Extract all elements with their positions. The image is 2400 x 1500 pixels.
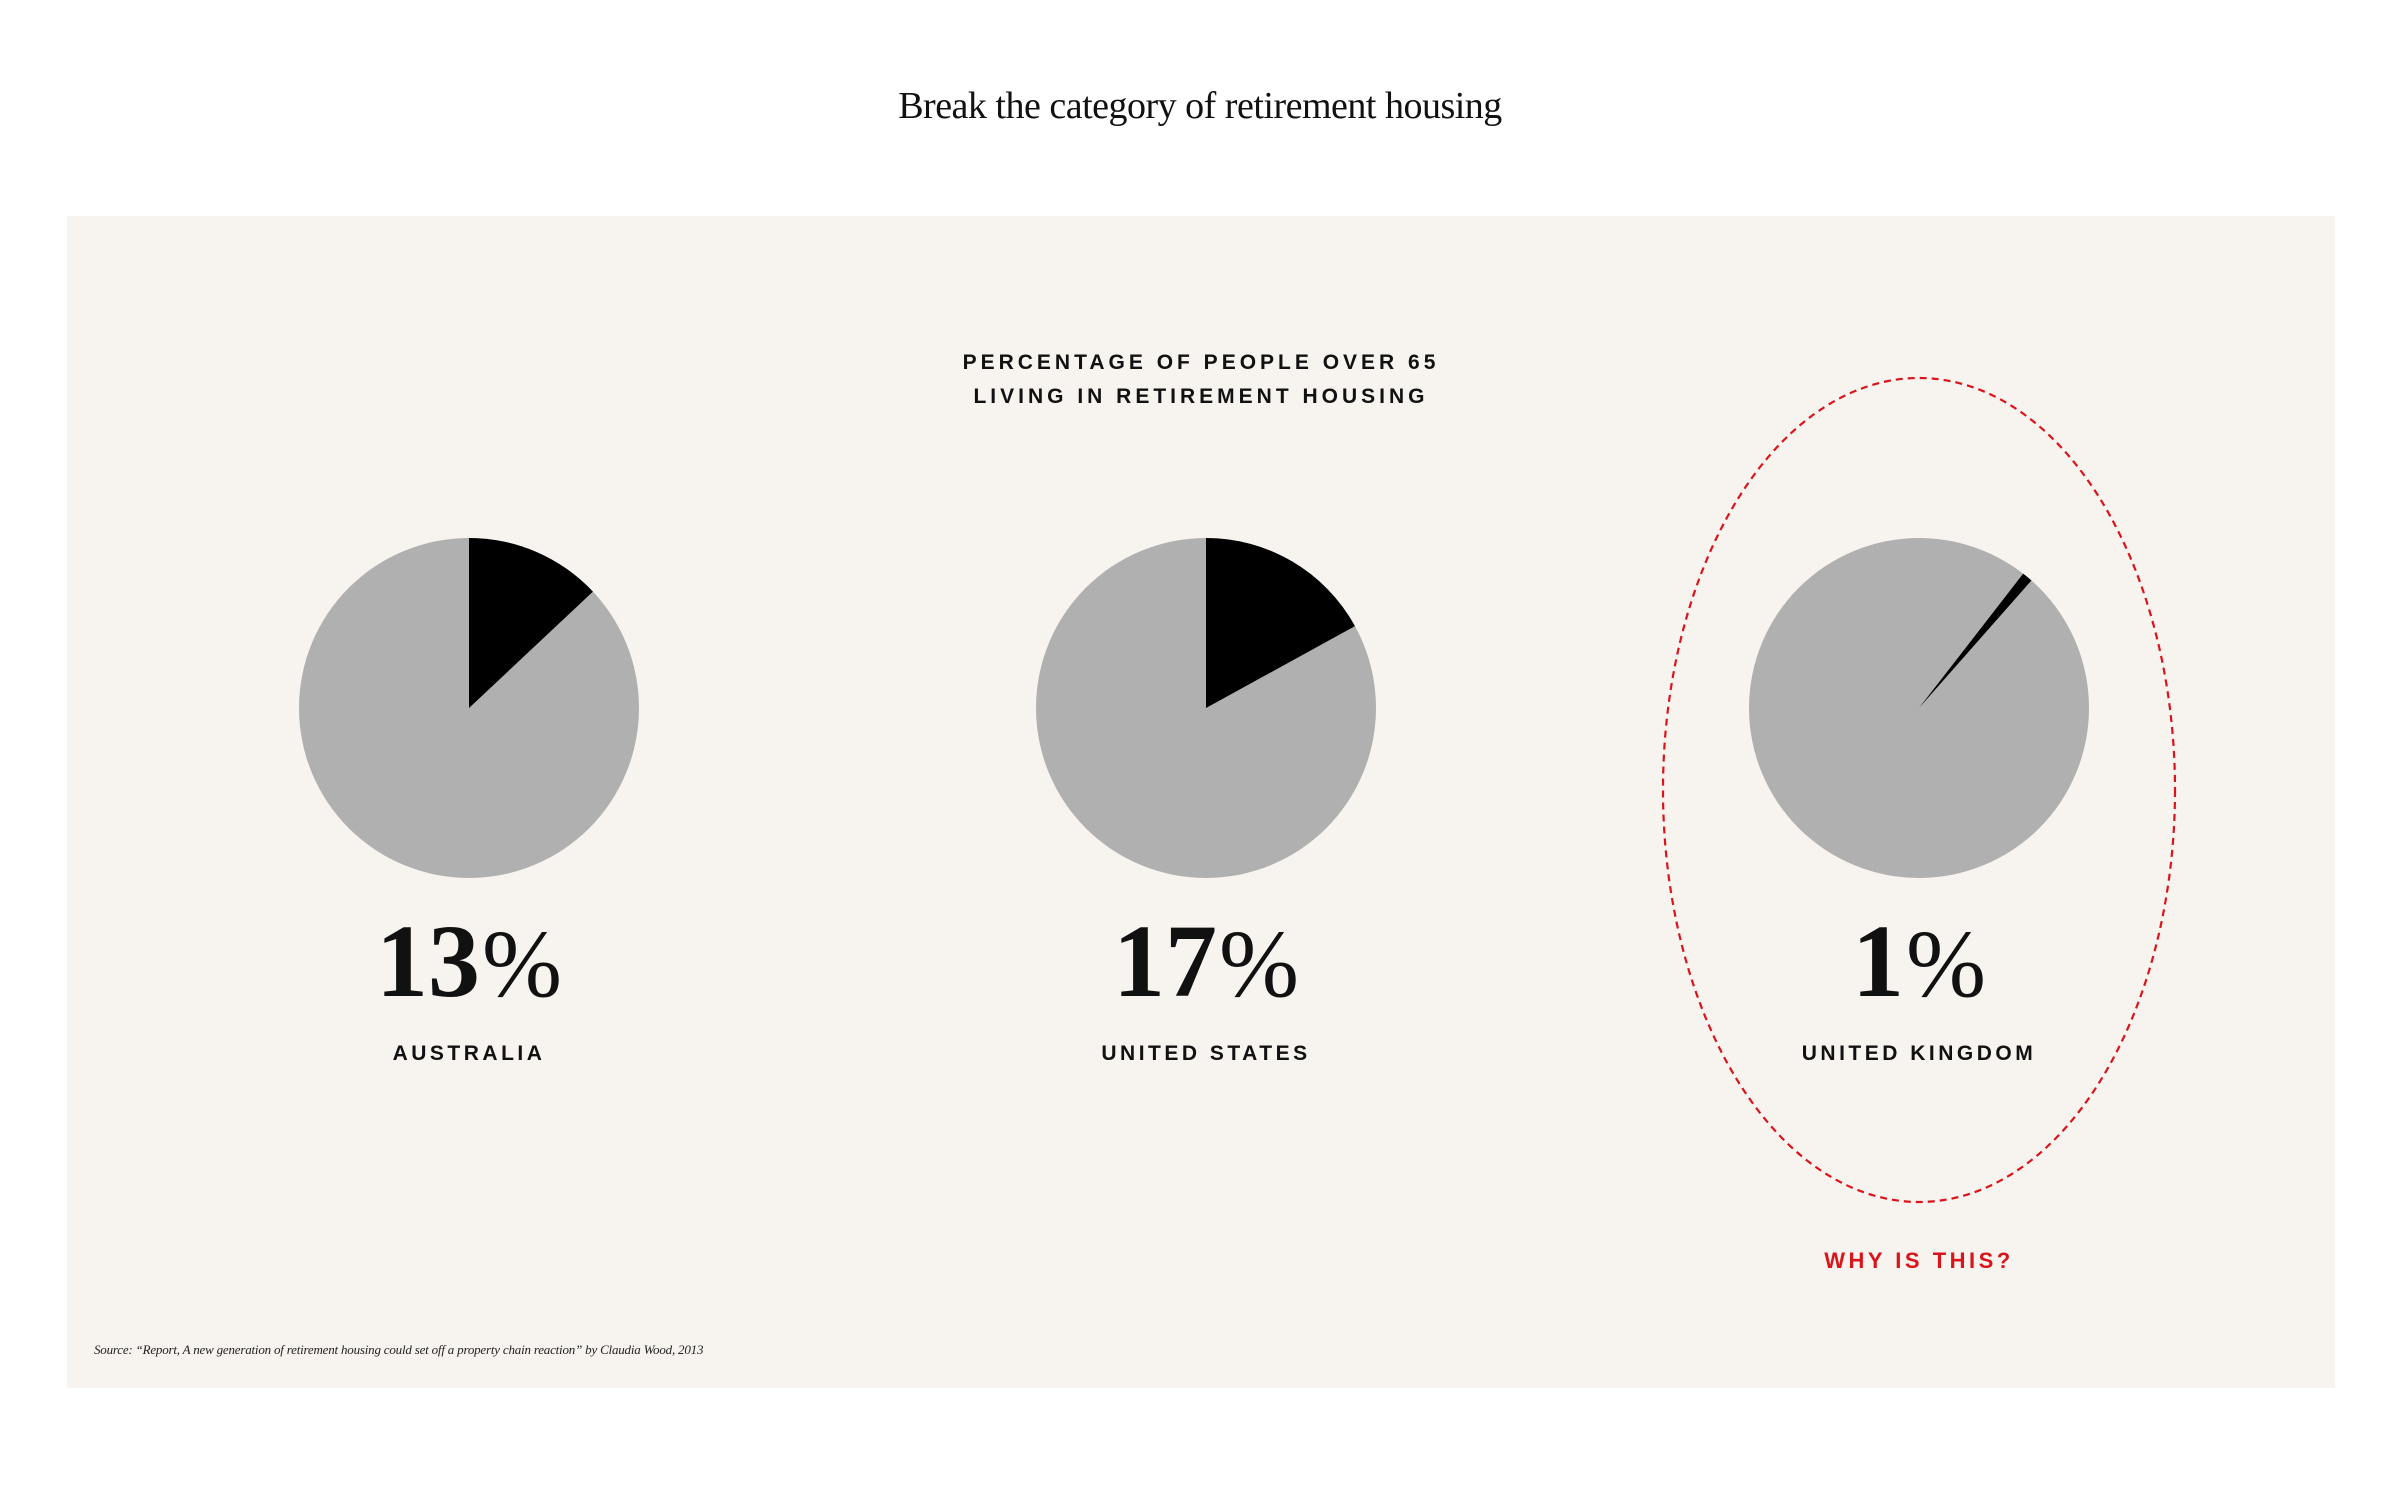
chart-panel bbox=[67, 216, 2335, 1388]
pie-australia-value-label bbox=[376, 904, 562, 1019]
chart-title-line-2: LIVING IN RETIREMENT HOUSING bbox=[973, 385, 1429, 408]
pie-charts bbox=[67, 216, 2335, 1388]
page-title: Break the category of retirement housing bbox=[898, 85, 1502, 127]
pie-united-states-value-number: 17 bbox=[1113, 904, 1218, 1019]
pie-united-states-value-label bbox=[1113, 904, 1299, 1019]
pie-united-kingdom-value-label bbox=[1852, 904, 1986, 1019]
pie-united-states bbox=[1036, 538, 1376, 1065]
pie-australia-value-number: 13 bbox=[376, 904, 481, 1019]
chart-title-line-1: PERCENTAGE OF PEOPLE OVER 65 bbox=[962, 351, 1440, 374]
pie-australia-country-label: AUSTRALIA bbox=[392, 1042, 546, 1065]
pie-united-kingdom-value-unit: % bbox=[1906, 910, 1986, 1017]
source-note: Source: “Report, A new generation of retirement housing could set off a property chain reaction” by Claudia Wood, 2013 bbox=[94, 1342, 704, 1357]
pie-united-kingdom bbox=[1749, 538, 2089, 1065]
pie-united-kingdom-value-number: 1 bbox=[1852, 904, 1905, 1019]
pie-united-states-value-unit: % bbox=[1219, 910, 1299, 1017]
pie-united-states-country-label: UNITED STATES bbox=[1101, 1042, 1311, 1065]
callout-text: WHY IS THIS? bbox=[1824, 1248, 2014, 1273]
pie-united-kingdom-country-label: UNITED KINGDOM bbox=[1801, 1042, 2037, 1065]
pie-australia bbox=[299, 538, 639, 1065]
pie-australia-value-unit: % bbox=[482, 910, 562, 1017]
